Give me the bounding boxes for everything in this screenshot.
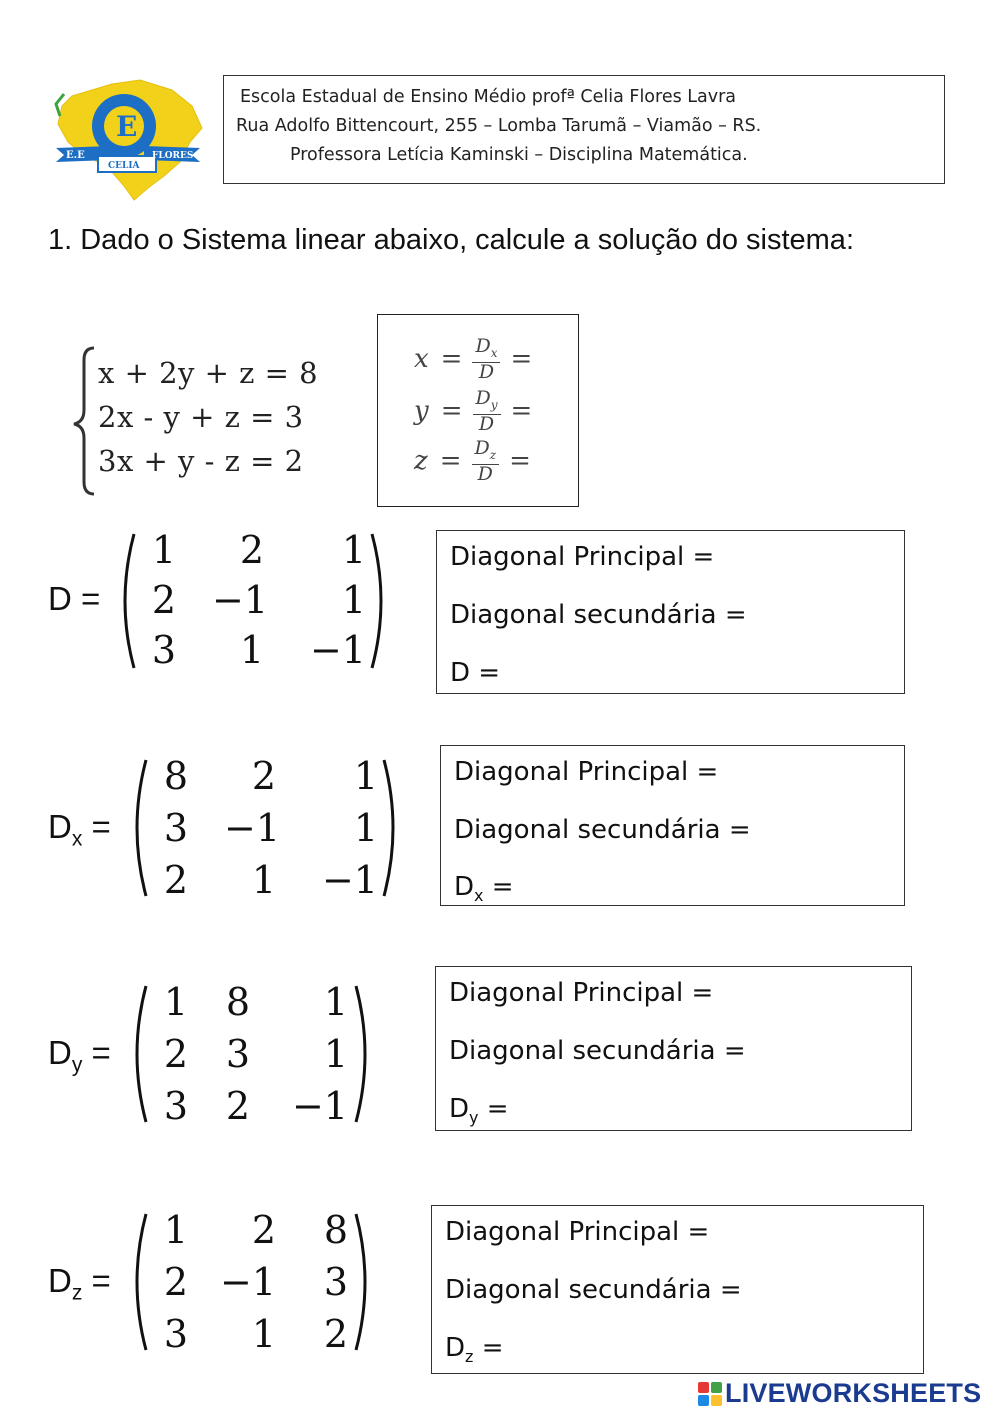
logo-banner-center: CELIA <box>108 161 140 171</box>
matrix-dy <box>124 980 376 1128</box>
fraction-subscript: y <box>490 397 498 412</box>
matrix-cell[interactable]: 2 <box>163 858 188 902</box>
matrix-d <box>112 528 394 674</box>
fraction-denominator: D <box>478 360 495 383</box>
det-d-label: D = <box>48 580 101 617</box>
school-address: Rua Adolfo Bittencourt, 255 – Lomba Tarumã – Viamão – RS. <box>236 116 762 136</box>
matrix-cell[interactable]: 1 <box>353 754 378 798</box>
school-logo-graphic <box>52 76 208 202</box>
matrix-cell[interactable]: 3 <box>323 1260 348 1304</box>
det-dx-label: $D_x$ = <box>48 808 111 851</box>
matrix-cell[interactable]: 1 <box>239 628 264 672</box>
school-header <box>223 75 945 184</box>
matrix-cell[interactable]: 1 <box>151 528 176 572</box>
formula-equals: = <box>440 343 463 374</box>
determinant-result-label: $D_y$ = <box>449 1094 509 1128</box>
matrix-cell[interactable]: 3 <box>225 1032 250 1076</box>
formula-var: x <box>414 343 429 374</box>
matrix-cell[interactable]: 2 <box>163 1032 188 1076</box>
matrix-dx <box>124 754 406 902</box>
matrix-cell[interactable]: −1 <box>212 578 269 622</box>
brand-text: LIVEWORKSHEETS <box>725 1378 982 1408</box>
diagonal-principal-label: Diagonal Principal = <box>450 542 715 572</box>
fraction <box>472 439 500 483</box>
diagonal-secondary-label: Diagonal secundária = <box>450 600 747 630</box>
matrix-cell[interactable]: 3 <box>163 1312 188 1356</box>
matrix-cell[interactable]: 2 <box>323 1312 348 1356</box>
diagonal-secondary-label: Diagonal secundária = <box>449 1036 746 1066</box>
fraction-denominator: D <box>477 462 493 485</box>
determinant-result-label: $D_z$ = <box>445 1333 504 1367</box>
matrix-cell[interactable]: −1 <box>291 1084 348 1128</box>
det-dz-label: $D_z$ = <box>48 1262 111 1305</box>
matrix-cell[interactable]: 8 <box>323 1208 348 1252</box>
system-brace <box>46 340 106 502</box>
school-logo <box>52 76 208 202</box>
formula-result-equals: = <box>509 445 531 476</box>
formula-var: y <box>414 395 429 426</box>
matrix-cell[interactable]: −1 <box>321 858 378 902</box>
formula-result-equals: = <box>510 395 533 426</box>
answer-box-dx[interactable] <box>440 745 905 906</box>
matrix-cell[interactable]: 2 <box>251 1208 276 1252</box>
determinant-result-label: $D_x$ = <box>454 872 514 906</box>
formula-z <box>414 439 531 483</box>
logo-banner-left: E.E <box>66 150 85 161</box>
matrix-cell[interactable]: 3 <box>163 1084 188 1128</box>
formula-equals: = <box>439 445 462 476</box>
fraction-numerator: D <box>475 387 491 409</box>
det-dy-label: $D_y$ = <box>48 1034 111 1077</box>
matrix-cell[interactable]: 3 <box>163 806 188 850</box>
matrix-cell[interactable]: 1 <box>323 1032 348 1076</box>
liveworksheets-brand[interactable] <box>698 1378 981 1409</box>
formula-y <box>414 389 532 433</box>
diagonal-secondary-label: Diagonal secundária = <box>454 815 751 845</box>
fraction <box>473 389 501 433</box>
matrix-cell[interactable]: 1 <box>353 806 378 850</box>
liveworksheets-icon <box>698 1382 722 1406</box>
matrix-cell[interactable]: 8 <box>225 980 250 1024</box>
matrix-cell[interactable]: 1 <box>341 578 366 622</box>
fraction <box>472 337 500 381</box>
matrix-cell[interactable]: −1 <box>224 806 281 850</box>
matrix-cell[interactable]: 8 <box>163 754 188 798</box>
matrix-cell[interactable]: 1 <box>163 1208 188 1252</box>
formula-equals: = <box>440 395 463 426</box>
cramer-formulas <box>377 314 579 507</box>
matrix-cell[interactable]: 2 <box>225 1084 250 1128</box>
diagonal-principal-label: Diagonal Principal = <box>445 1217 710 1247</box>
matrix-cell[interactable]: 3 <box>151 628 176 672</box>
formula-x <box>414 337 532 381</box>
matrix-cell[interactable]: 1 <box>341 528 366 572</box>
equation-3: 3x + y - z = 2 <box>98 444 304 478</box>
matrix-cell[interactable]: 2 <box>151 578 176 622</box>
diagonal-secondary-label: Diagonal secundária = <box>445 1275 742 1305</box>
logo-banner-right: FLORES <box>152 151 194 161</box>
matrix-cell[interactable]: 1 <box>323 980 348 1024</box>
answer-box-dz[interactable] <box>431 1205 924 1374</box>
equation-1: x + 2y + z = 8 <box>98 356 319 390</box>
matrix-cell[interactable]: −1 <box>220 1260 277 1304</box>
fraction-denominator: D <box>478 412 495 435</box>
matrix-cell[interactable]: 2 <box>239 528 264 572</box>
linear-system <box>46 340 319 502</box>
answer-box-dy[interactable] <box>435 966 912 1131</box>
fraction-subscript: x <box>490 345 498 360</box>
matrix-cell[interactable]: 2 <box>251 754 276 798</box>
matrix-dz <box>124 1208 376 1356</box>
school-name: Escola Estadual de Ensino Médio profª Celia Flores Lavra <box>240 87 737 107</box>
matrix-cell[interactable]: −1 <box>309 628 366 672</box>
fraction-numerator: D <box>475 335 491 357</box>
fraction-numerator: D <box>474 437 490 459</box>
formula-var: z <box>414 445 428 476</box>
determinant-result-label: D = <box>450 658 501 688</box>
diagonal-principal-label: Diagonal Principal = <box>449 978 714 1008</box>
formula-result-equals: = <box>510 343 533 374</box>
diagonal-principal-label: Diagonal Principal = <box>454 757 719 787</box>
question-text: 1. Dado o Sistema linear abaixo, calcule a solução do sistema: <box>48 224 854 256</box>
matrix-cell[interactable]: 1 <box>251 1312 276 1356</box>
equation-2: 2x - y + z = 3 <box>98 400 304 434</box>
fraction-subscript: z <box>489 447 497 462</box>
logo-letter: E <box>116 110 138 143</box>
matrix-cell[interactable]: 2 <box>163 1260 188 1304</box>
teacher-info: Professora Letícia Kaminski – Disciplina Matemática. <box>290 145 748 165</box>
matrix-cell[interactable]: 1 <box>163 980 188 1024</box>
answer-box-d[interactable] <box>436 530 905 694</box>
matrix-cell[interactable]: 1 <box>251 858 276 902</box>
